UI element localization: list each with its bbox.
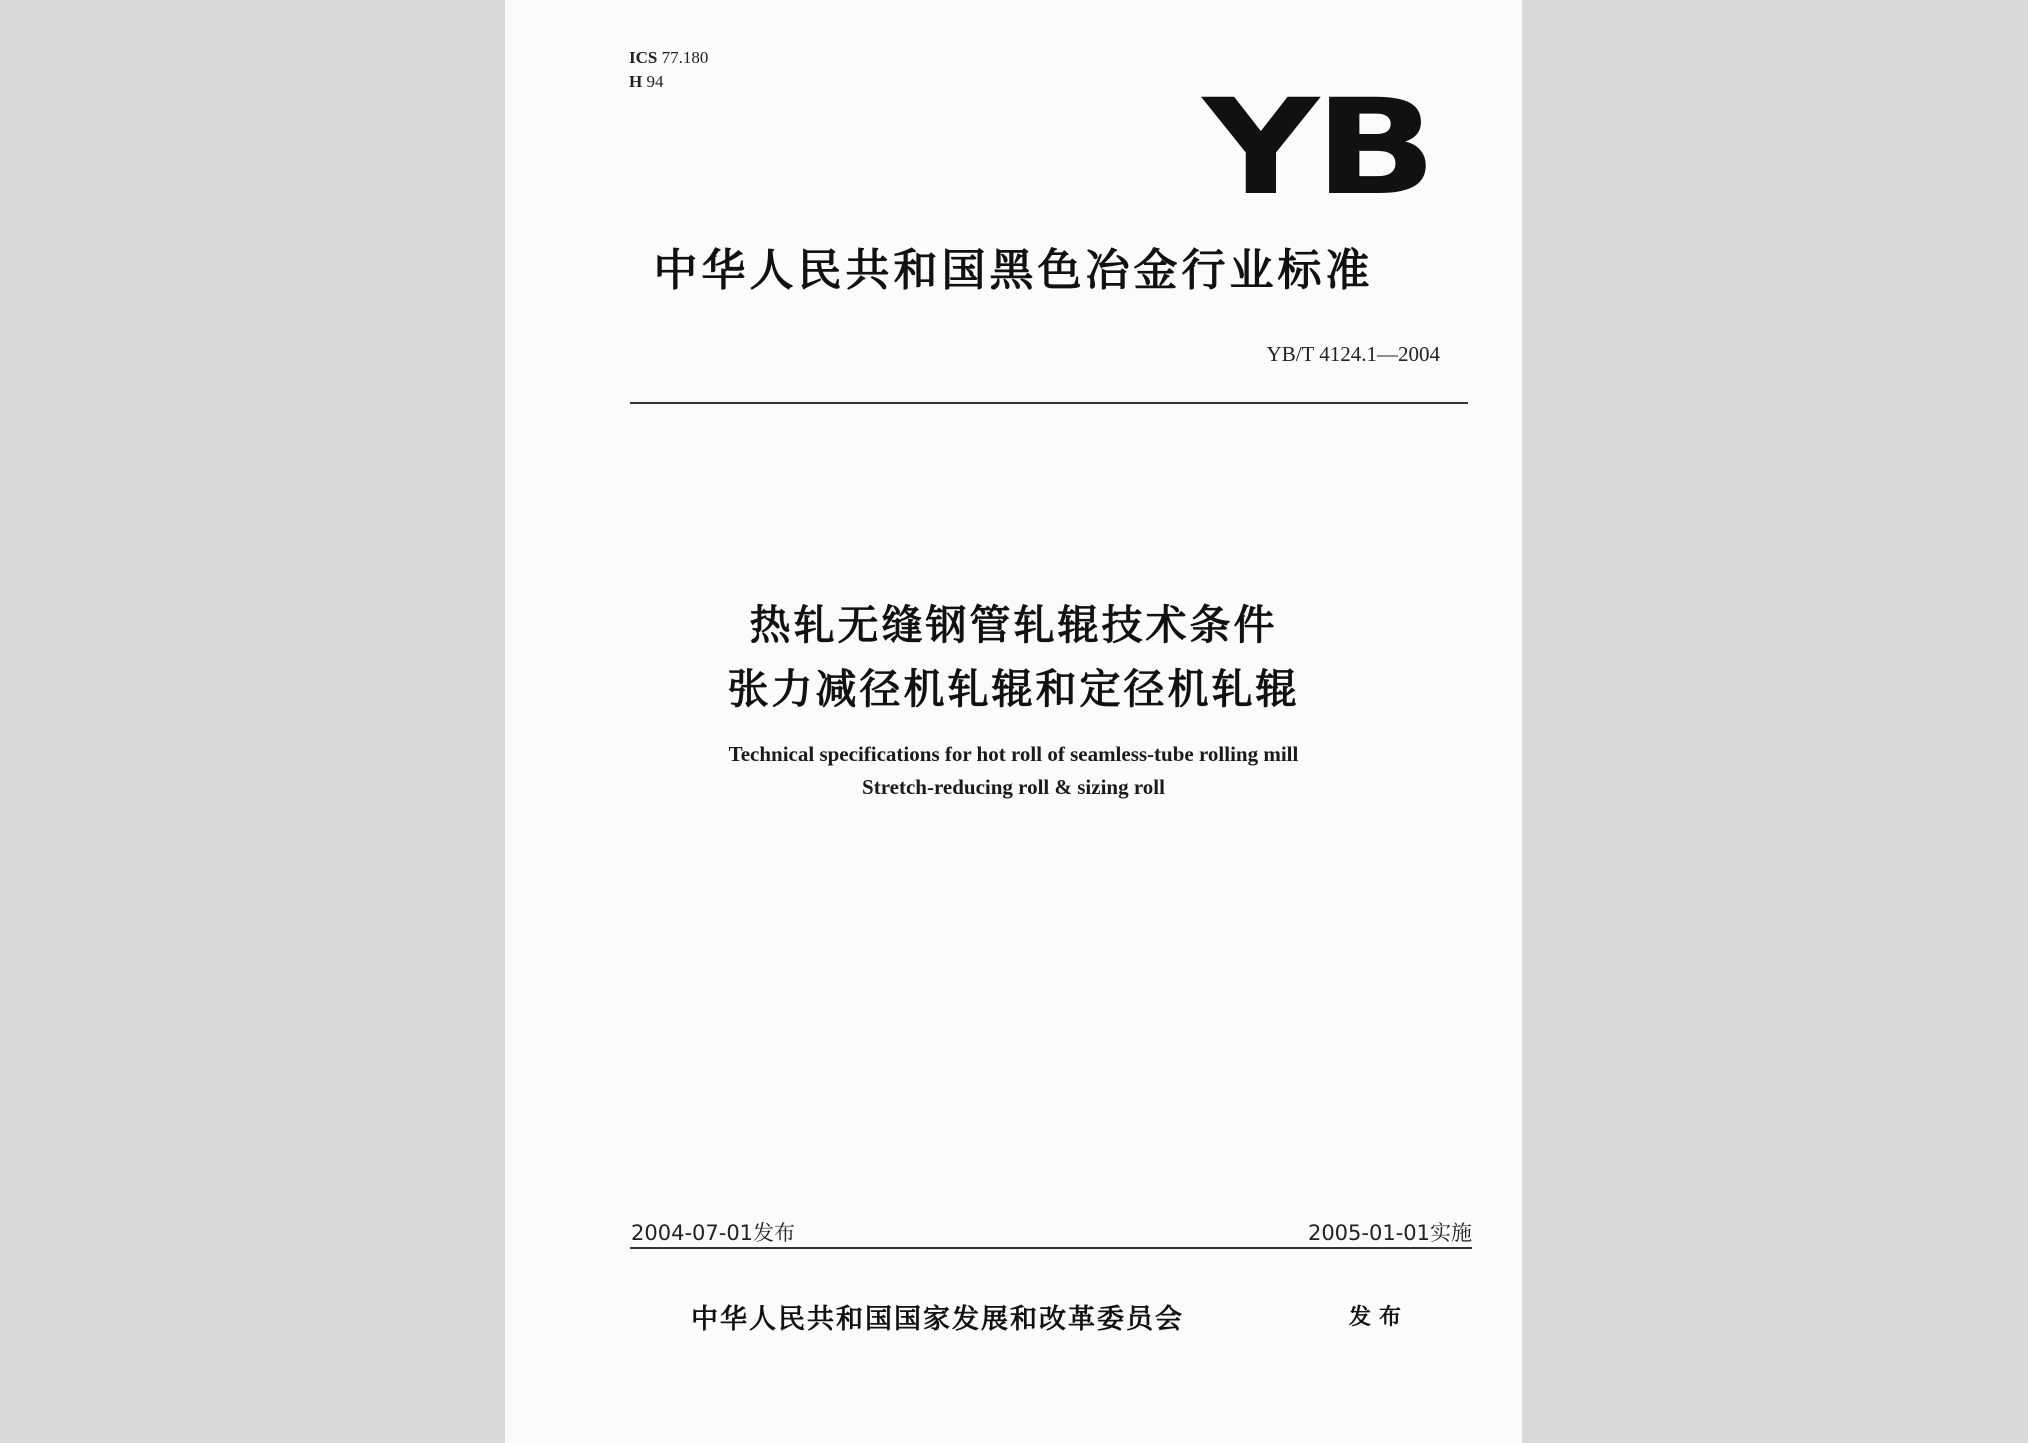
publisher-name: 中华人民共和国国家发展和改革委员会 — [691, 1304, 1184, 1335]
yb-logo: YB — [1202, 71, 1432, 225]
ics-code: ICS 77.180 — [629, 48, 709, 67]
class-code: H 94 — [629, 72, 664, 91]
chinese-title-line1: 热轧无缝钢管轧辊技术条件 — [749, 601, 1278, 649]
standard-number: YB/T 4124.1—2004 — [1266, 342, 1440, 366]
document-page — [505, 0, 1522, 1443]
issue-date-label: 发布 — [753, 1221, 796, 1245]
classification-codes — [629, 46, 708, 94]
english-title-line2: Stretch-reducing roll & sizing roll — [862, 775, 1165, 799]
publish-label: 发布 — [1349, 1304, 1410, 1330]
standard-title: 中华人民共和国黑色冶金行业标准 — [653, 245, 1374, 296]
effective-date-value: 2005-01-01 — [1307, 1221, 1430, 1245]
footer-divider — [630, 1247, 1472, 1249]
issue-date-value: 2004-07-01 — [631, 1221, 754, 1245]
effective-date — [1308, 1217, 1472, 1247]
effective-date-label: 实施 — [1430, 1221, 1472, 1245]
issue-date — [631, 1217, 795, 1247]
chinese-title-line2: 张力减径机轧辊和定径机轧辊 — [727, 665, 1300, 713]
header-divider — [630, 402, 1468, 404]
english-title-line1: Technical specifications for hot roll of seamless-tube rolling mill — [728, 742, 1299, 766]
